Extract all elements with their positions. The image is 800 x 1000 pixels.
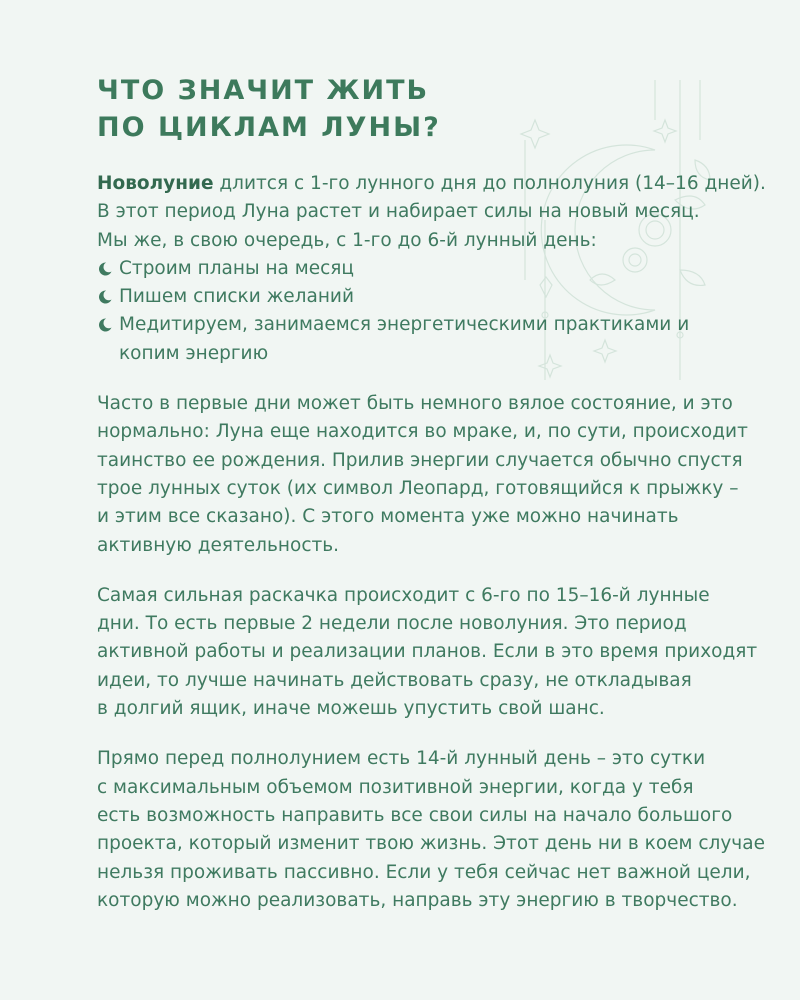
- paragraph-3: [97, 745, 765, 915]
- paragraph-line: Самая сильная раскачка происходит с 6-го по 15–16-й лунные: [97, 584, 710, 606]
- paragraph-line: которую можно реализовать, направь эту энергию в творчество.: [97, 889, 738, 911]
- paragraph-line: таинство ее рождения. Прилив энергии случается обычно спустя: [97, 449, 743, 471]
- page-title: [97, 72, 441, 146]
- paragraph-line: в долгий ящик, иначе можешь упустить свой шанс.: [97, 698, 605, 720]
- crescent-moon-icon: [97, 261, 113, 277]
- title-line-2: ПО ЦИКЛАМ ЛУНЫ?: [97, 112, 441, 143]
- paragraph-line: есть возможность направить все свои силы на начало большого: [97, 804, 733, 826]
- paragraph-line: нормально: Луна еще находится во мраке, и, по сути, происходит: [97, 421, 748, 443]
- intro-line-1: [97, 170, 766, 198]
- intro-line-1-rest: длится с 1-го лунного дня до полнолуния (14–16 дней).: [213, 173, 766, 194]
- paragraph-line: Прямо перед полнолунием есть 14-й лунный день – это сутки: [97, 748, 706, 770]
- bullet-list: [97, 255, 747, 368]
- title-line-1: ЧТО ЗНАЧИТ ЖИТЬ: [97, 75, 430, 106]
- intro-line-3: Мы же, в свою очередь, с 1-го до 6-й лунный день:: [97, 229, 597, 251]
- paragraph-line: и этим все сказано). С этого момента уже можно начинать: [97, 506, 679, 528]
- paragraph-line: трое лунных суток (их символ Леопард, готовящийся к прыжку –: [97, 477, 739, 499]
- paragraph-line: активной работы и реализации планов. Если в это время приходят: [97, 641, 758, 663]
- crescent-moon-icon: [97, 289, 113, 305]
- paragraph-line: проекта, который изменит твою жизнь. Этот день ни в коем случае: [97, 833, 765, 855]
- crescent-moon-icon: [97, 317, 113, 333]
- bullet-text: Медитируем, занимаемся энергетическими практиками и копим энергию: [119, 314, 690, 364]
- bullet-text: Строим планы на месяц: [119, 257, 354, 279]
- paragraph-line: идеи, то лучше начинать действовать сразу, не откладывая: [97, 669, 692, 691]
- paragraph-line: дни. То есть первые 2 недели после новолуния. Это период: [97, 613, 687, 635]
- list-item: [97, 283, 747, 311]
- paragraph-line: с максимальным объемом позитивной энергии, когда у тебя: [97, 776, 694, 798]
- paragraph-line: активную деятельность.: [97, 534, 340, 556]
- bullet-text: Пишем списки желаний: [119, 286, 354, 308]
- paragraph-1: [97, 390, 747, 560]
- intro-paragraph: [97, 170, 766, 255]
- paragraph-line: Часто в первые дни может быть немного вялое состояние, и это: [97, 393, 733, 415]
- list-item: [97, 255, 747, 283]
- paragraph-2: [97, 582, 758, 723]
- paragraph-line: нельзя проживать пассивно. Если у тебя сейчас нет важной цели,: [97, 861, 751, 883]
- article-body: [97, 170, 766, 937]
- intro-line-2: В этот период Луна растет и набирает силы на новый месяц.: [97, 201, 700, 223]
- list-item: [97, 311, 747, 368]
- intro-lead-term: Новолуние: [97, 173, 214, 194]
